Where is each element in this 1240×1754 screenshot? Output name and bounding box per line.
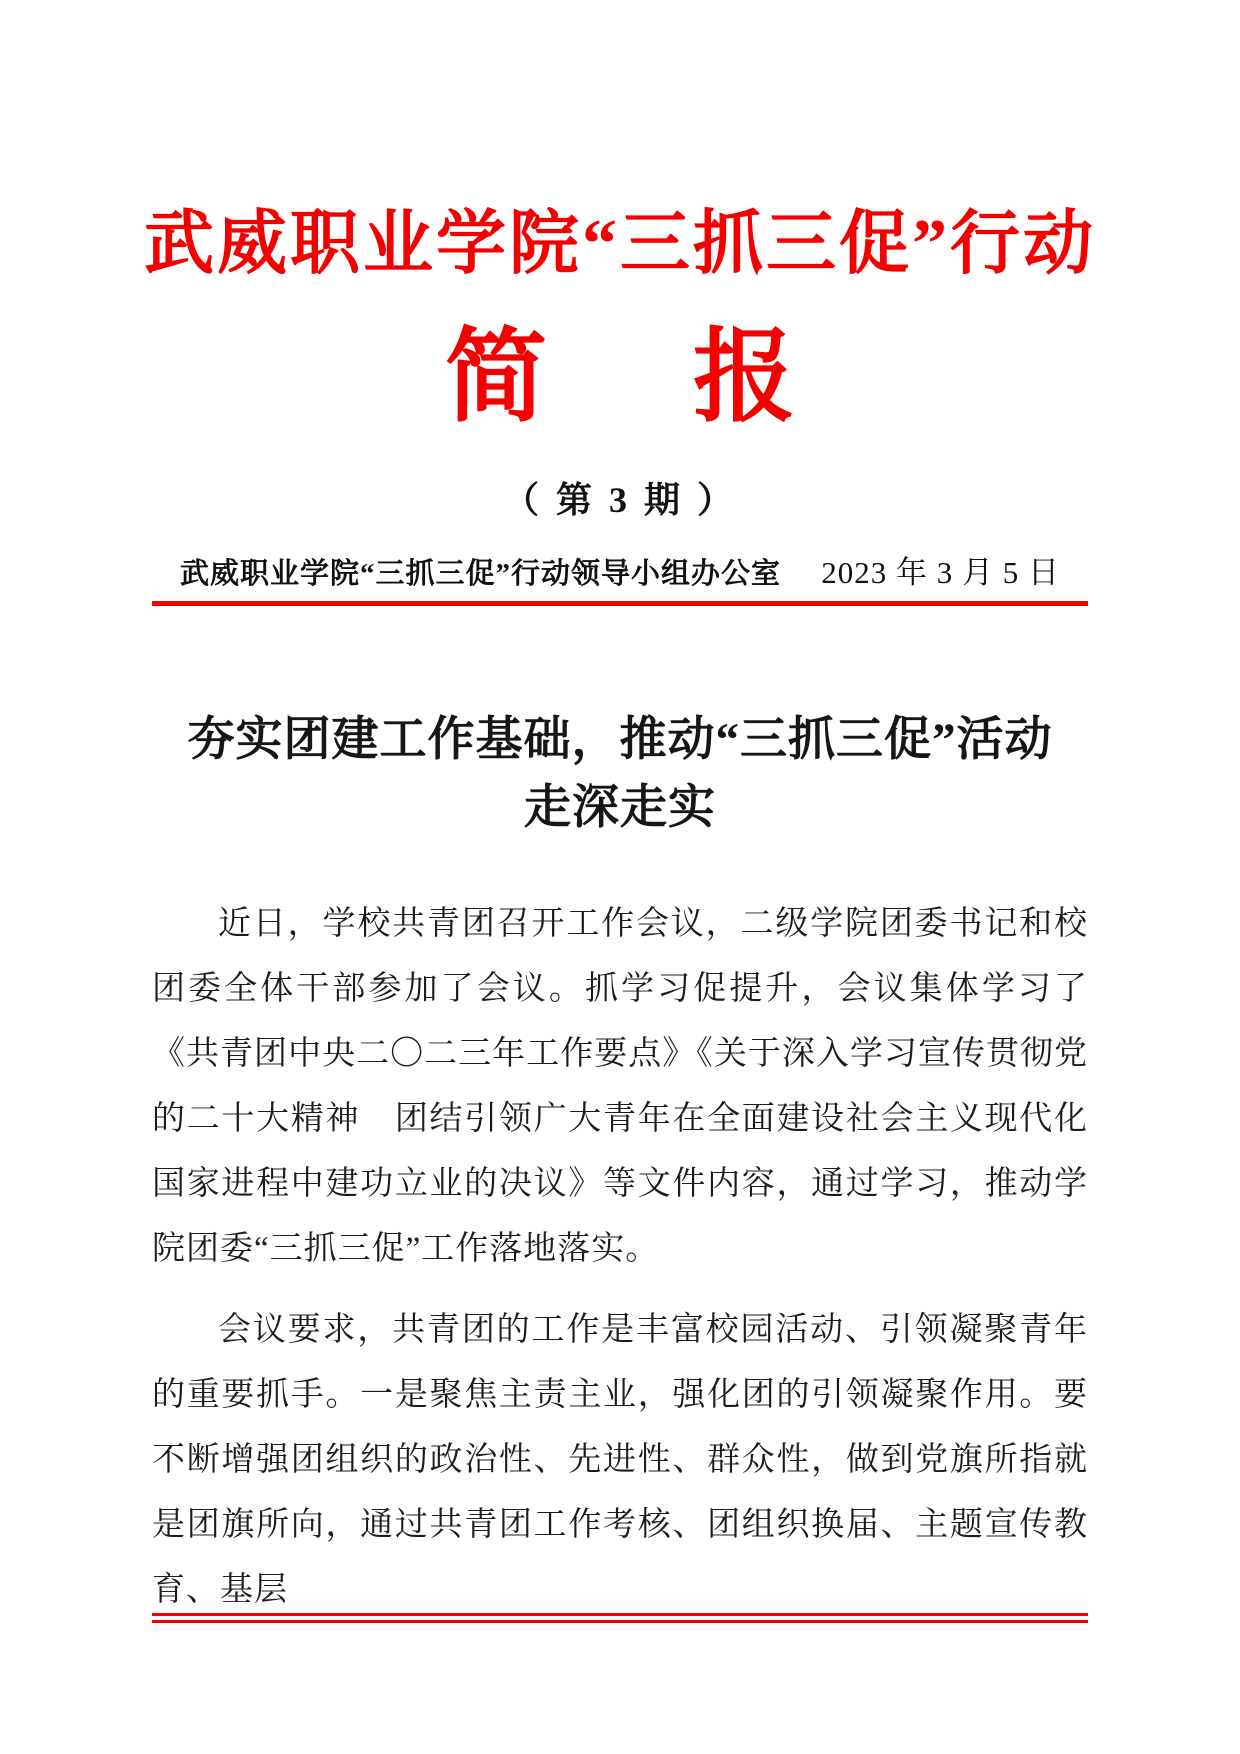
bulletin-brief-title: 简 报 [445, 322, 817, 435]
bulletin-main-title: 武威职业学院“三抓三促”行动 [144, 206, 1096, 283]
masthead-row [152, 547, 1088, 606]
issuing-office: 武威职业学院“三抓三促”行动领导小组办公室 [180, 558, 782, 590]
article-title-line-2: 走深走实 [524, 782, 716, 834]
article-title [0, 706, 1240, 842]
issue-number: （ 第 3 期 ） [502, 480, 737, 520]
footer-double-rule [152, 1613, 1088, 1623]
issue-date: 2023 年 3 月 5 日 [821, 555, 1060, 590]
article-body [152, 892, 1088, 1623]
article-title-line-1: 夯实团建工作基础，推动“三抓三促”活动 [187, 714, 1053, 766]
body-paragraph-1: 近日，学校共青团召开工作会议，二级学院团委书记和校团委全体干部参加了会议。抓学习促提升，会议集体学习了《共青团中央二〇二三年工作要点》《关于深入学习宣传贯彻党的二十大精神 团结引领广大青年在全面建设社会主义现代化国家进程中建功立业的决议》等文件内容，通过学习，推动学院团委“三抓三促”工作落地落实。 [152, 906, 1088, 1267]
body-paragraph-2: 会议要求，共青团的工作是丰富校园活动、引领凝聚青年的重要抓手。一是聚焦主责主业，强化团的引领凝聚作用。要不断增强团组织的政治性、先进性、群众性，做到党旗所指就是团旗所向，通过共青团工作考核、团组织换届、主题宣传教育、基层 [152, 1312, 1088, 1608]
